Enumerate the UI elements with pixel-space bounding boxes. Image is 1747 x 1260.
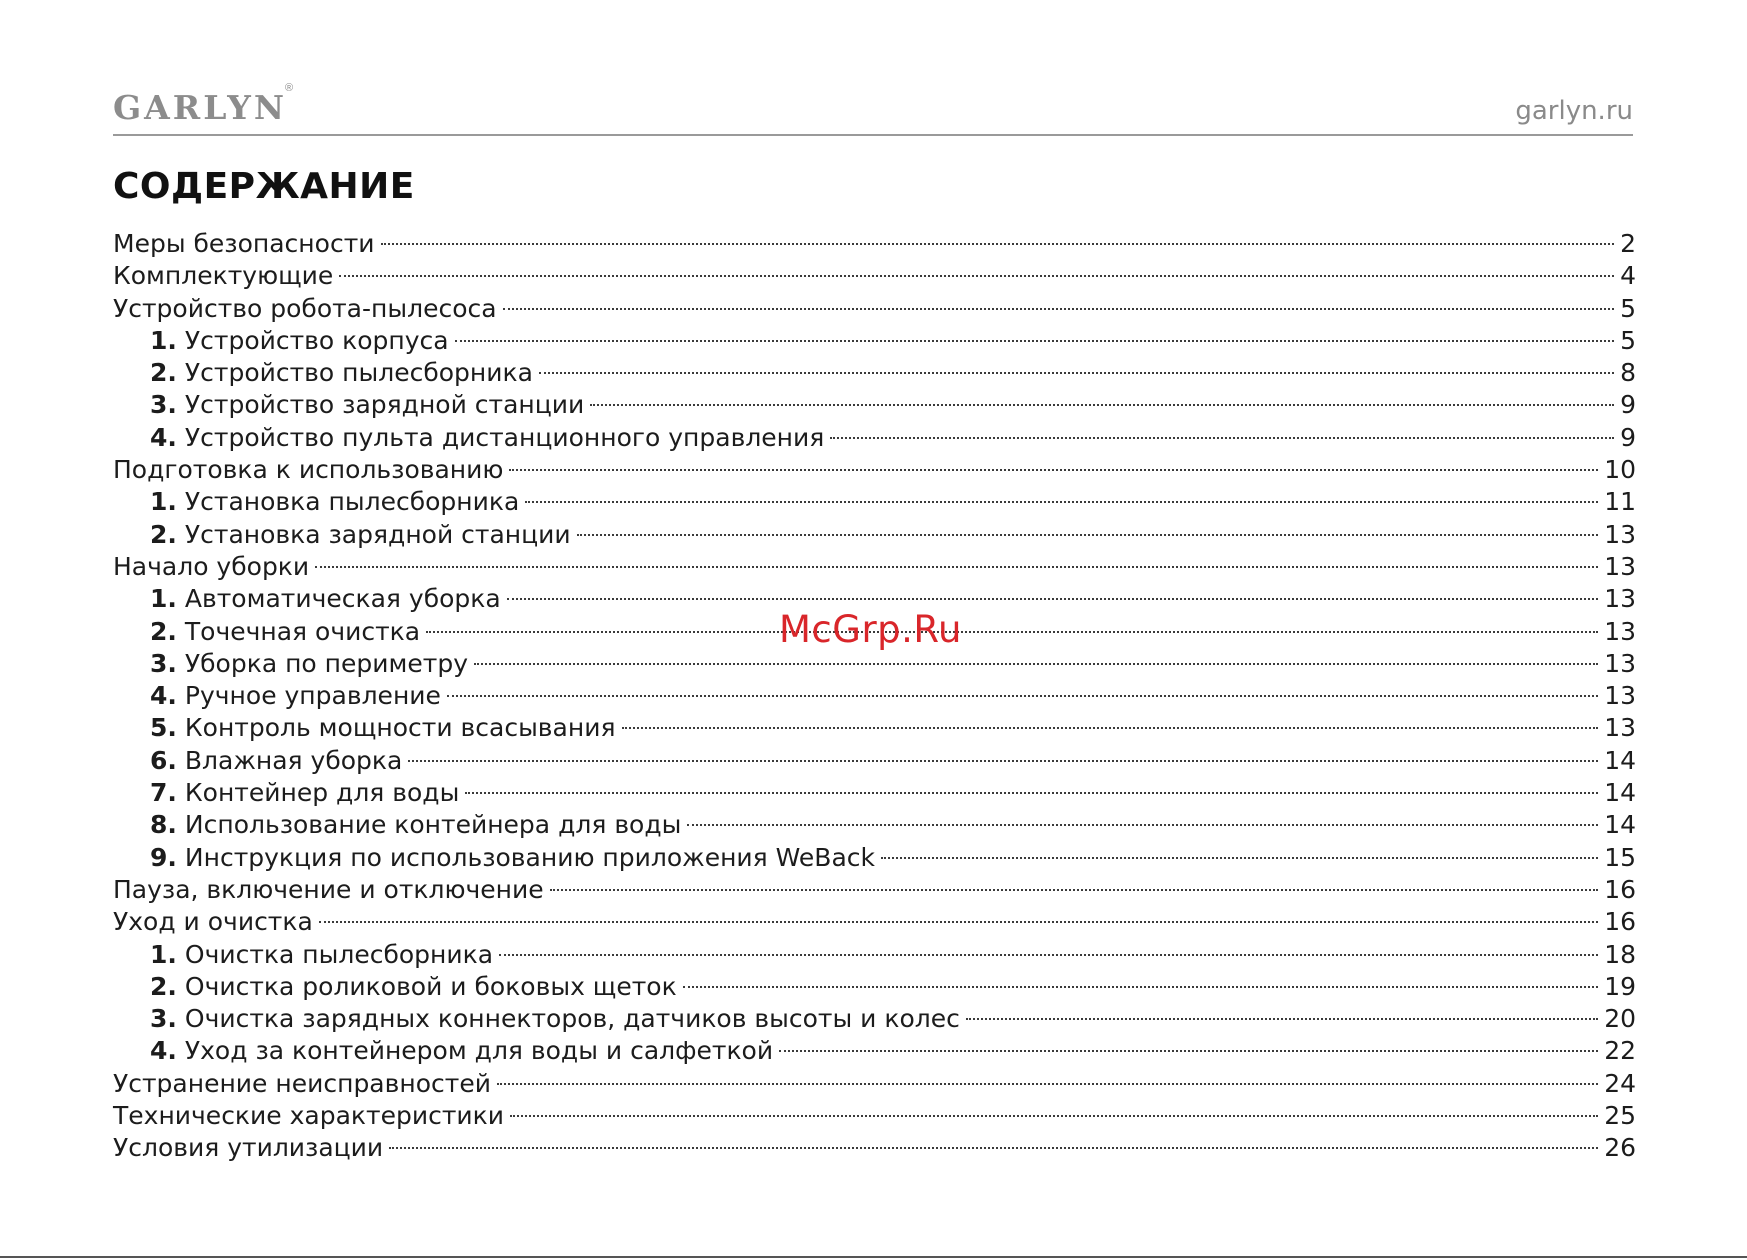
toc-dot-leader — [510, 1115, 1598, 1117]
toc-dot-leader — [319, 921, 1598, 923]
toc-entry[interactable] — [113, 454, 1636, 486]
toc-entry-number: 4. — [150, 422, 177, 452]
toc-entry-page: 26 — [1604, 1133, 1636, 1163]
toc-entry-number: 1. — [150, 584, 177, 614]
toc-entry-title: Устройство пылесборника — [184, 358, 533, 388]
toc-entry-page: 16 — [1604, 874, 1636, 904]
toc-entry[interactable] — [113, 519, 1636, 551]
toc-dot-leader — [966, 1018, 1598, 1020]
registered-mark: ® — [285, 82, 294, 94]
toc-entry-number: 9. — [150, 842, 177, 872]
toc-entry-title: Очистка роликовой и боковых щеток — [184, 971, 677, 1001]
toc-entry[interactable] — [113, 777, 1636, 809]
toc-entry[interactable] — [113, 260, 1636, 292]
toc-entry-page: 11 — [1604, 487, 1636, 517]
toc-dot-leader — [550, 889, 1599, 891]
toc-entry-page: 25 — [1604, 1101, 1636, 1131]
watermark: McGrp.Ru — [779, 608, 962, 651]
toc-entry-page: 15 — [1604, 842, 1636, 872]
toc-entry-page: 9 — [1620, 390, 1636, 420]
toc-entry-page: 22 — [1604, 1036, 1636, 1066]
toc-entry-number: 6. — [150, 745, 177, 775]
page-header — [113, 82, 1633, 136]
toc-dot-leader — [577, 534, 1599, 536]
toc-entry-number: 2. — [150, 519, 177, 549]
toc-entry[interactable] — [113, 293, 1636, 325]
toc-dot-leader — [315, 566, 1598, 568]
toc-entry-page: 18 — [1604, 939, 1636, 969]
toc-dot-leader — [525, 501, 1598, 503]
toc-dot-leader — [408, 760, 1598, 762]
toc-entry-title: Условия утилизации — [113, 1133, 384, 1163]
toc-dot-leader — [426, 631, 1598, 633]
toc-entry-page: 13 — [1604, 648, 1636, 678]
toc-dot-leader — [497, 1083, 1598, 1085]
toc-entry-title: Очистка зарядных коннекторов, датчиков высоты и колес — [184, 1004, 960, 1034]
toc-entry-page: 13 — [1604, 616, 1636, 646]
toc-dot-leader — [539, 372, 1614, 374]
toc-entry-page: 16 — [1604, 907, 1636, 937]
toc-entry-title: Устройство зарядной станции — [184, 390, 585, 420]
toc-entry[interactable] — [113, 1068, 1636, 1100]
toc-entry-page: 4 — [1620, 261, 1636, 291]
toc-entry[interactable] — [113, 551, 1636, 583]
toc-entry-page: 13 — [1604, 551, 1636, 581]
toc-entry-number: 3. — [150, 1004, 177, 1034]
toc-dot-leader — [503, 308, 1615, 310]
toc-entry-page: 9 — [1620, 422, 1636, 452]
toc-entry[interactable] — [113, 389, 1636, 421]
toc-entry[interactable] — [113, 874, 1636, 906]
toc-entry-title: Подготовка к использованию — [113, 455, 504, 485]
toc-entry-title: Уборка по периметру — [184, 648, 468, 678]
toc-entry-title: Меры безопасности — [113, 229, 375, 258]
toc-entry-number: 3. — [150, 390, 177, 420]
toc-entry-title: Очистка пылесборника — [184, 939, 494, 969]
toc-dot-leader — [509, 469, 1598, 471]
toc-entry-page: 13 — [1604, 519, 1636, 549]
toc-dot-leader — [683, 986, 1598, 988]
toc-entry-title: Устранение неисправностей — [113, 1068, 491, 1098]
toc-dot-leader — [465, 792, 1598, 794]
toc-entry-number: 1. — [150, 325, 177, 355]
toc-entry-title: Пауза, включение и отключение — [113, 874, 544, 904]
toc-dot-leader — [389, 1147, 1598, 1149]
toc-entry-title: Влажная уборка — [184, 745, 403, 775]
toc-entry-title: Автоматическая уборка — [184, 584, 501, 614]
toc-dot-leader — [622, 727, 1599, 729]
toc-entry-title: Использование контейнера для воды — [184, 810, 682, 840]
toc-dot-leader — [447, 695, 1598, 697]
toc-entry-number: 4. — [150, 681, 177, 711]
toc-entry-title: Установка зарядной станции — [184, 519, 571, 549]
toc-entry-page: 14 — [1604, 778, 1636, 808]
toc-dot-leader — [830, 437, 1614, 439]
table-of-contents — [113, 228, 1636, 1165]
toc-entry-number: 2. — [150, 971, 177, 1001]
toc-dot-leader — [339, 275, 1614, 277]
toc-dot-leader — [590, 404, 1614, 406]
toc-dot-leader — [507, 598, 1598, 600]
toc-entry-number: 3. — [150, 648, 177, 678]
toc-entry-number: 5. — [150, 713, 177, 743]
toc-entry[interactable] — [113, 357, 1636, 389]
toc-entry-number: 8. — [150, 810, 177, 840]
toc-entry[interactable] — [113, 648, 1636, 680]
toc-dot-leader — [381, 243, 1615, 245]
toc-entry[interactable] — [113, 228, 1636, 260]
bottom-rule — [0, 1256, 1747, 1258]
toc-entry-title: Точечная очистка — [184, 616, 421, 646]
toc-entry-title: Контейнер для воды — [184, 778, 460, 808]
toc-entry-title: Инструкция по использованию приложения WeBack — [184, 842, 875, 872]
toc-entry[interactable] — [113, 422, 1636, 454]
toc-dot-leader — [779, 1050, 1598, 1052]
toc-entry-page: 14 — [1604, 745, 1636, 775]
toc-entry[interactable] — [113, 971, 1636, 1003]
toc-entry-title: Устройство пульта дистанционного управления — [184, 422, 825, 452]
site-url[interactable]: garlyn.ru — [1515, 96, 1633, 126]
toc-entry-page: 24 — [1604, 1068, 1636, 1098]
toc-entry[interactable] — [113, 1100, 1636, 1132]
toc-entry[interactable] — [113, 712, 1636, 744]
toc-entry-page: 14 — [1604, 810, 1636, 840]
toc-entry[interactable] — [113, 325, 1636, 357]
toc-entry-page: 13 — [1604, 713, 1636, 743]
toc-entry-title: Устройство корпуса — [184, 325, 449, 355]
toc-dot-leader — [499, 954, 1598, 956]
toc-entry[interactable] — [113, 939, 1636, 971]
toc-entry[interactable] — [113, 906, 1636, 938]
toc-entry-title: Уход и очистка — [113, 907, 313, 937]
toc-entry-title: Установка пылесборника — [184, 487, 520, 517]
toc-entry-page: 20 — [1604, 1004, 1636, 1034]
toc-entry[interactable] — [113, 745, 1636, 777]
toc-entry-title: Технические характеристики — [113, 1101, 504, 1131]
toc-entry-number: 4. — [150, 1036, 177, 1066]
toc-entry-page: 19 — [1604, 971, 1636, 1001]
toc-entry-page: 13 — [1604, 681, 1636, 711]
toc-dot-leader — [687, 824, 1598, 826]
toc-entry-page: 2 — [1620, 229, 1636, 258]
garlyn-logo: GARLYN — [113, 88, 288, 127]
toc-entry[interactable] — [113, 842, 1636, 874]
toc-entry[interactable] — [113, 1035, 1636, 1067]
toc-entry[interactable] — [113, 809, 1636, 841]
toc-entry-number: 1. — [150, 487, 177, 517]
toc-entry-page: 13 — [1604, 584, 1636, 614]
toc-dot-leader — [881, 857, 1598, 859]
toc-entry-title: Ручное управление — [184, 681, 441, 711]
toc-entry[interactable] — [113, 680, 1636, 712]
toc-entry-title: Уход за контейнером для воды и салфеткой — [184, 1036, 774, 1066]
toc-entry-number: 2. — [150, 616, 177, 646]
toc-entry-number: 7. — [150, 778, 177, 808]
toc-entry-page: 5 — [1620, 325, 1636, 355]
toc-entry-page: 10 — [1604, 455, 1636, 485]
toc-entry-title: Устройство робота-пылесоса — [113, 293, 497, 323]
toc-entry-number: 1. — [150, 939, 177, 969]
toc-entry[interactable] — [113, 1132, 1636, 1164]
toc-entry[interactable] — [113, 486, 1636, 518]
toc-dot-leader — [474, 663, 1598, 665]
toc-entry-page: 8 — [1620, 358, 1636, 388]
toc-entry-title: Контроль мощности всасывания — [184, 713, 616, 743]
toc-entry-number: 2. — [150, 358, 177, 388]
page-title: СОДЕРЖАНИЕ — [113, 166, 415, 207]
toc-entry-title: Начало уборки — [113, 551, 310, 581]
toc-dot-leader — [455, 340, 1614, 342]
toc-entry-page: 5 — [1620, 293, 1636, 323]
toc-entry[interactable] — [113, 1003, 1636, 1035]
toc-entry-title: Комплектующие — [113, 261, 334, 291]
